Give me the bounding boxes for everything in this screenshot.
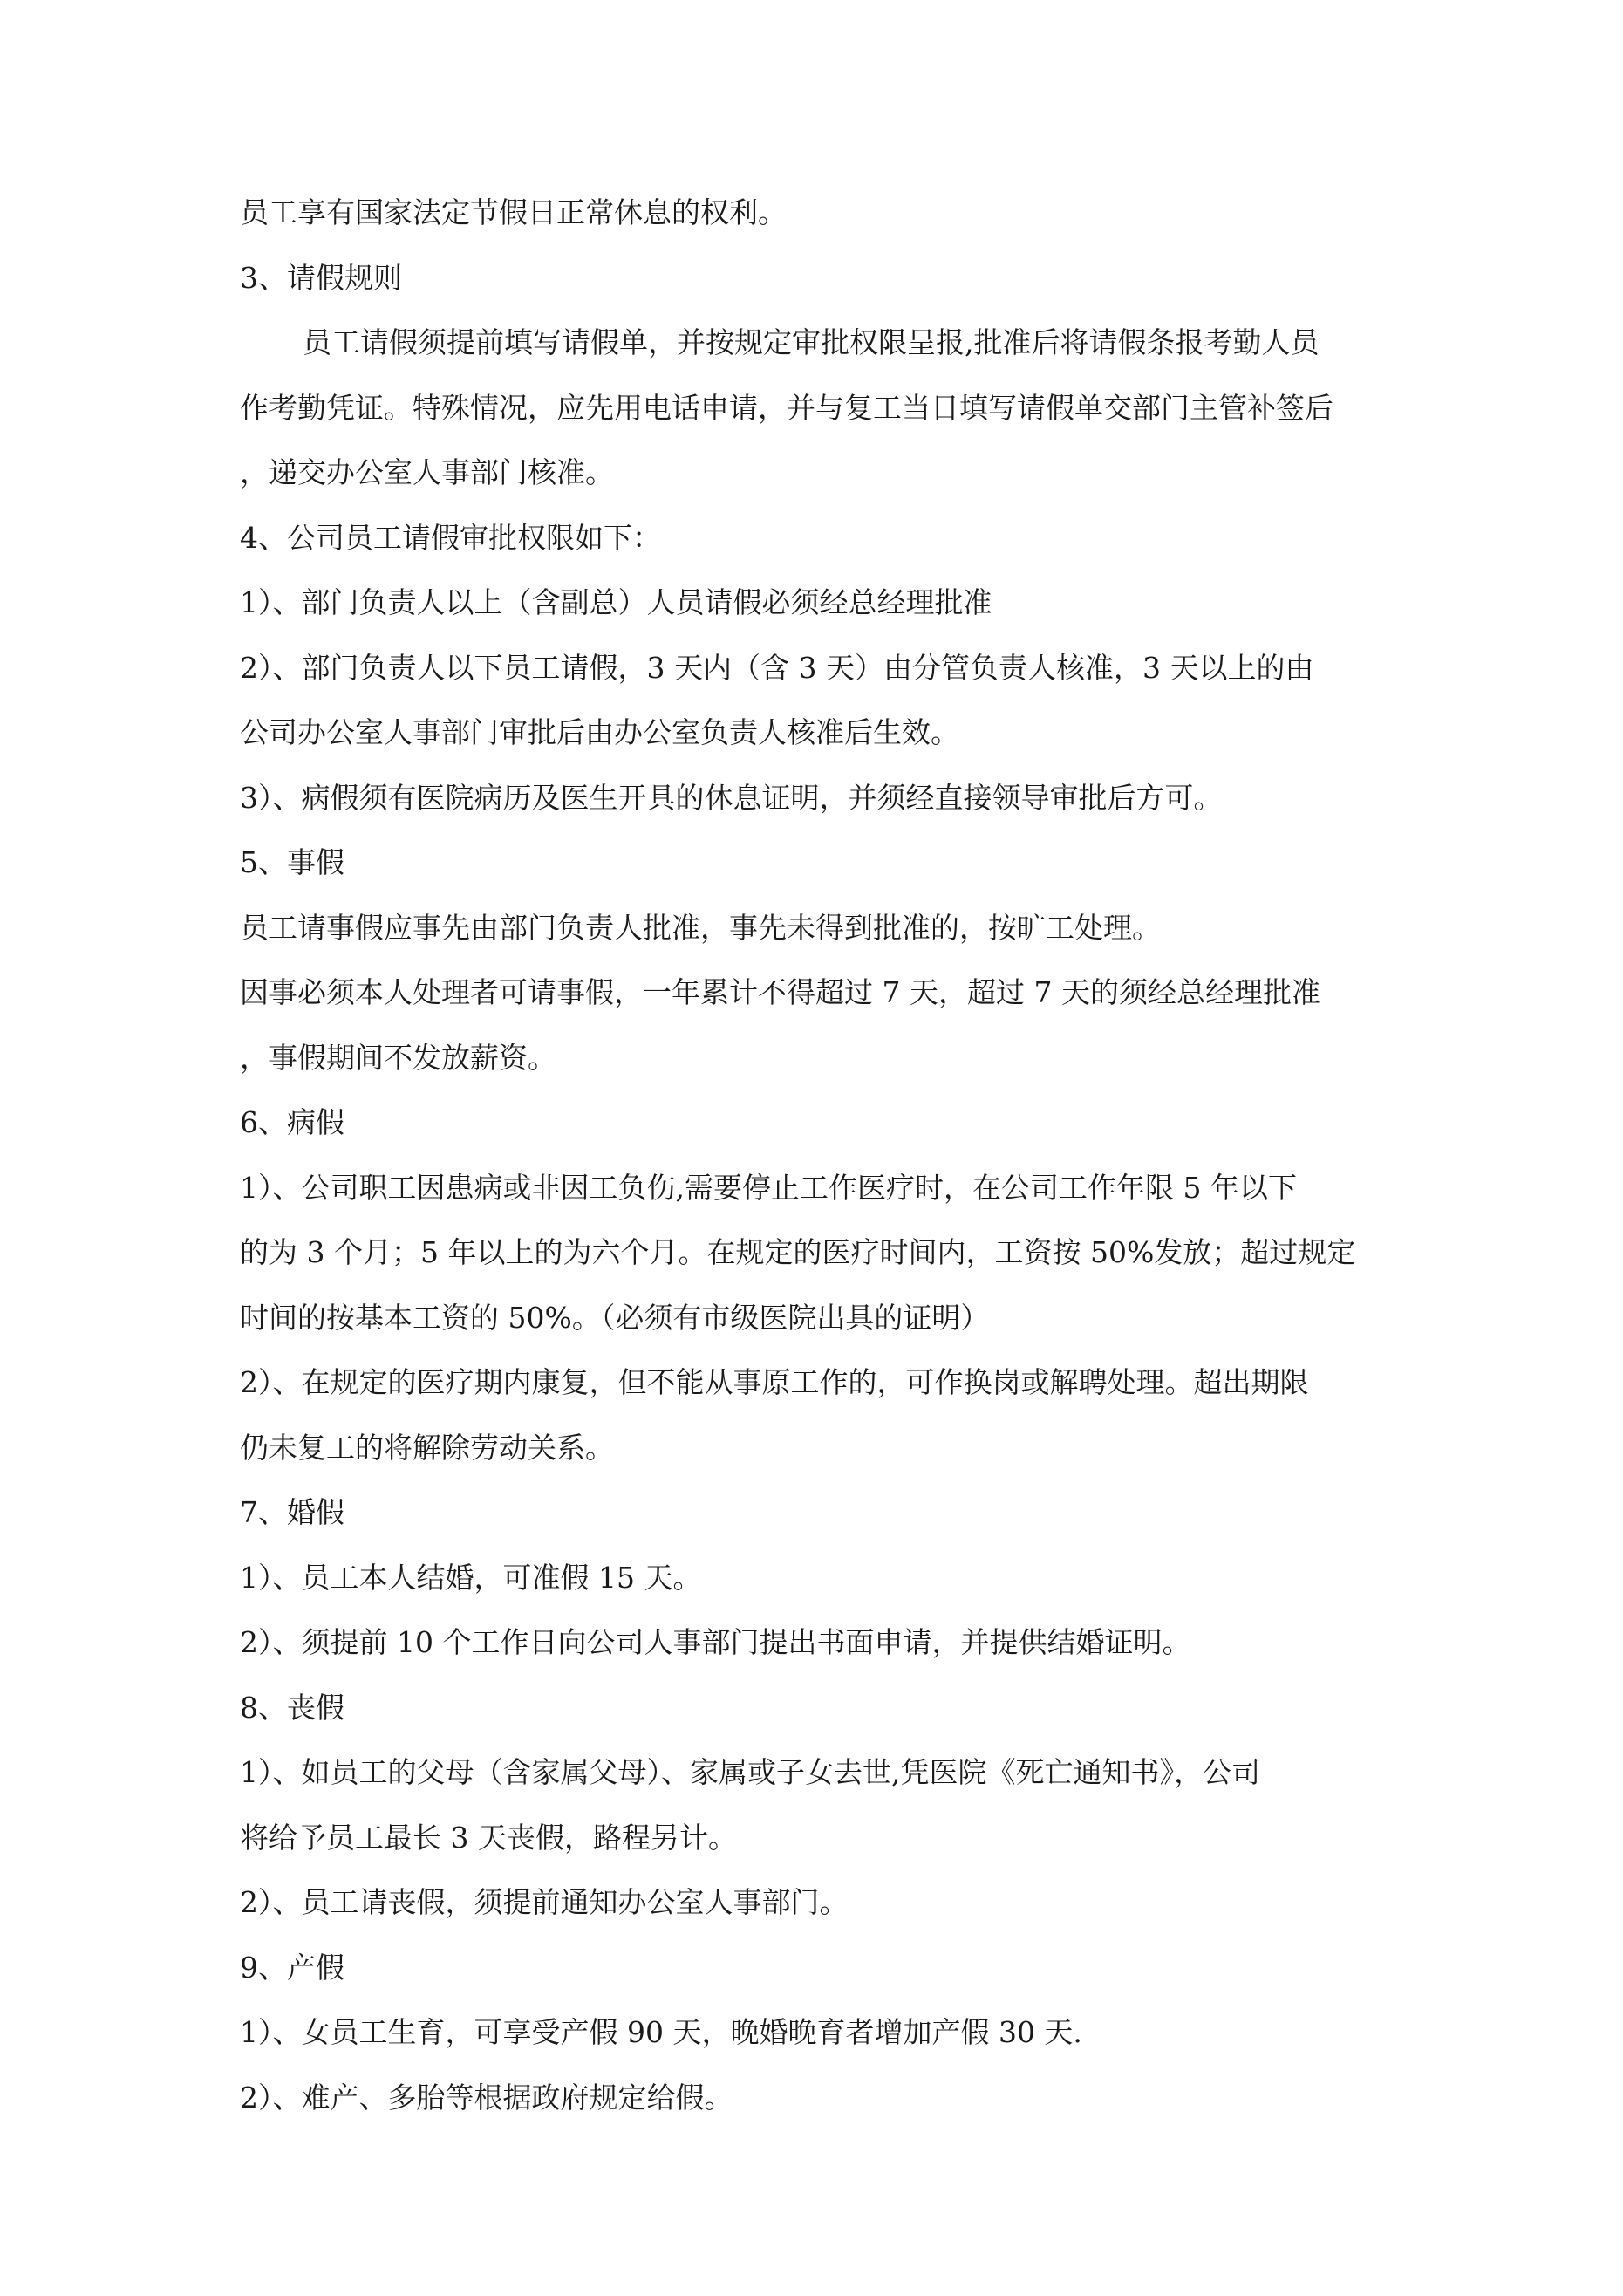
list-item: 1）、员工本人结婚，可准假 15 天。 [240,1560,702,1595]
section-heading: 7、婚假 [240,1495,344,1529]
paragraph-line: 员工请事假应事先由部门负责人批准，事先未得到批准的，按旷工处理。 [240,910,1161,945]
paragraph-line: 因事必须本人处理者可请事假，一年累计不得超过 7 天，超过 7 天的须经总经理批准 [240,975,1320,1009]
paragraph-line: 的为 3 个月；5 年以上的为六个月。在规定的医疗时间内，工资按 50%发放；超过规定 [240,1235,1356,1269]
list-item: 2）、须提前 10 个工作日向公司人事部门提出书面申请，并提供结婚证明。 [240,1625,1191,1659]
paragraph-line: 公司办公室人事部门审批后由办公室负责人核准后生效。 [240,715,959,749]
paragraph-line: 将给予员工最长 3 天丧假，路程另计。 [240,1820,737,1855]
section-heading: 5、事假 [240,845,344,879]
list-item: 1）、公司职工因患病或非因工负伤,需要停止工作医疗时，在公司工作年限 5 年以下 [240,1170,1297,1205]
section-heading: 8、丧假 [240,1690,344,1725]
section-heading: 3、请假规则 [240,260,402,295]
section-heading: 9、产假 [240,1950,344,1985]
paragraph-line: 员工享有国家法定节假日正常休息的权利。 [240,195,787,229]
paragraph-line: ，递交办公室人事部门核准。 [240,455,614,489]
paragraph-line: 时间的按基本工资的 50%。（必须有市级医院出具的证明） [240,1300,990,1335]
paragraph-line: 员工请假须提前填写请假单，并按规定审批权限呈报,批准后将请假条报考勤人员 [303,325,1320,359]
list-item: 1）、部门负责人以上（含副总）人员请假必须经总经理批准 [240,585,992,619]
paragraph-line: ，事假期间不发放薪资。 [240,1040,556,1075]
list-item: 1）、女员工生育，可享受产假 90 天，晚婚晚育者增加产假 30 天. [240,2015,1082,2049]
list-item: 2）、员工请丧假，须提前通知办公室人事部门。 [240,1885,849,1919]
section-heading: 4、公司员工请假审批权限如下： [240,520,661,555]
section-heading: 6、病假 [240,1105,344,1139]
list-item: 1）、如员工的父母（含家属父母）、家属或子女去世,凭医院《死亡通知书》，公司 [240,1755,1260,1789]
list-item: 2）、在规定的医疗期内康复，但不能从事原工作的，可作换岗或解聘处理。超出期限 [240,1365,1309,1399]
list-item: 2）、部门负责人以下员工请假，3 天内（含 3 天）由分管负责人核准，3 天以上的由 [240,650,1314,685]
document-body [240,181,1408,2130]
paragraph-line: 仍未复工的将解除劳动关系。 [240,1430,614,1465]
list-item: 3）、病假须有医院病历及医生开具的休息证明，并须经直接领导审批后方可。 [240,780,1223,815]
list-item: 2）、难产、多胎等根据政府规定给假。 [240,2080,733,2115]
paragraph-line: 作考勤凭证。特殊情况，应先用电话申请，并与复工当日填写请假单交部门主管补签后 [240,390,1333,425]
